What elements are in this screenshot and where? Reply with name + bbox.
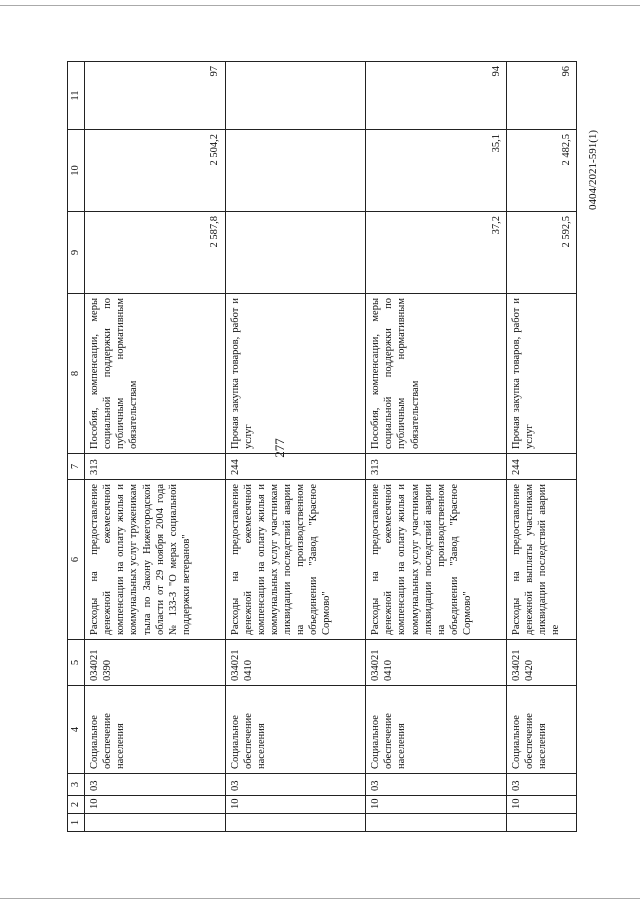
scan-artifact-bottom	[0, 898, 640, 899]
budget-table	[67, 61, 577, 832]
cell-planned: 2 592,5	[506, 212, 576, 294]
cell-col1	[506, 814, 576, 832]
column-header: 11	[68, 62, 85, 130]
cell-col1	[225, 814, 366, 832]
column-number-row	[68, 62, 85, 832]
cell-expense-type: 313	[366, 454, 507, 480]
column-header: 8	[68, 294, 85, 454]
cell-section-name: Социальное обеспечение населения	[225, 686, 366, 774]
table-row	[506, 62, 576, 832]
cell-expense-name: Пособия, компенсации, меры социальной поддержки по публичным нормативным обязательствам	[85, 294, 226, 454]
rotated-table-container	[67, 62, 577, 832]
cell-target-name: Расходы на предоставление денежной ежемесячной компенсации на оплату жилья и коммунальных услуг труженикам тыла по Закону Нижегородской области от 29 ноября 2004 года № 133-З "О мерах социальной поддержки ветеранов"	[85, 480, 226, 640]
column-header: 5	[68, 640, 85, 686]
table-row	[85, 62, 226, 832]
cell-percent	[225, 62, 366, 130]
cell-expense-type: 244	[225, 454, 366, 480]
cell-subsection: 03	[85, 774, 226, 796]
cell-executed	[225, 130, 366, 212]
cell-executed: 2 482,5	[506, 130, 576, 212]
cell-target-code: 034021 0410	[225, 640, 366, 686]
scan-artifact-top	[0, 5, 640, 6]
cell-planned	[225, 212, 366, 294]
cell-section-name: Социальное обеспечение населения	[366, 686, 507, 774]
cell-expense-name: Прочая закупка товаров, работ и услуг	[225, 294, 366, 454]
cell-target-code: 034021 0390	[85, 640, 226, 686]
cell-percent: 96	[506, 62, 576, 130]
cell-subsection: 03	[366, 774, 507, 796]
cell-section-name: Социальное обеспечение населения	[506, 686, 576, 774]
cell-section: 10	[506, 796, 576, 814]
cell-target-code: 034021 0420	[506, 640, 576, 686]
cell-subsection: 03	[225, 774, 366, 796]
cell-section: 10	[225, 796, 366, 814]
table-row	[366, 62, 507, 832]
page-number: 277	[272, 438, 287, 458]
column-header: 3	[68, 774, 85, 796]
column-header: 1	[68, 814, 85, 832]
cell-percent: 94	[366, 62, 507, 130]
column-header: 10	[68, 130, 85, 212]
cell-percent: 97	[85, 62, 226, 130]
cell-col1	[85, 814, 226, 832]
cell-expense-name: Прочая закупка товаров, работ и услуг	[506, 294, 576, 454]
cell-subsection: 03	[506, 774, 576, 796]
cell-section-name: Социальное обеспечение населения	[85, 686, 226, 774]
cell-executed: 35,1	[366, 130, 507, 212]
column-header: 4	[68, 686, 85, 774]
cell-section: 10	[366, 796, 507, 814]
column-header: 2	[68, 796, 85, 814]
column-header: 9	[68, 212, 85, 294]
column-header: 6	[68, 480, 85, 640]
cell-col1	[366, 814, 507, 832]
cell-planned: 2 587,8	[85, 212, 226, 294]
cell-expense-type: 244	[506, 454, 576, 480]
cell-executed: 2 504,2	[85, 130, 226, 212]
cell-expense-name: Пособия, компенсации, меры социальной поддержки по публичным нормативным обязательствам	[366, 294, 507, 454]
document-number: 0404/2021-591(1)	[587, 129, 599, 210]
cell-expense-type: 313	[85, 454, 226, 480]
column-header: 7	[68, 454, 85, 480]
cell-section: 10	[85, 796, 226, 814]
table-row	[225, 62, 366, 832]
cell-target-name: Расходы на предоставление денежной ежемесячной компенсации на оплату жилья и коммунальных услуг участникам ликвидации последствий аварии на производственном объединении "Завод "Красное Сормово"	[225, 480, 366, 640]
cell-planned: 37,2	[366, 212, 507, 294]
cell-target-name: Расходы на предоставление денежной выплаты участникам ликвидации последствий аварии не	[506, 480, 576, 640]
cell-target-code: 034021 0410	[366, 640, 507, 686]
cell-target-name: Расходы на предоставление денежной ежемесячной компенсации на оплату жилья и коммунальных услуг участникам ликвидации последствий аварии на производственном объединении "Завод "Красное Сормово"	[366, 480, 507, 640]
